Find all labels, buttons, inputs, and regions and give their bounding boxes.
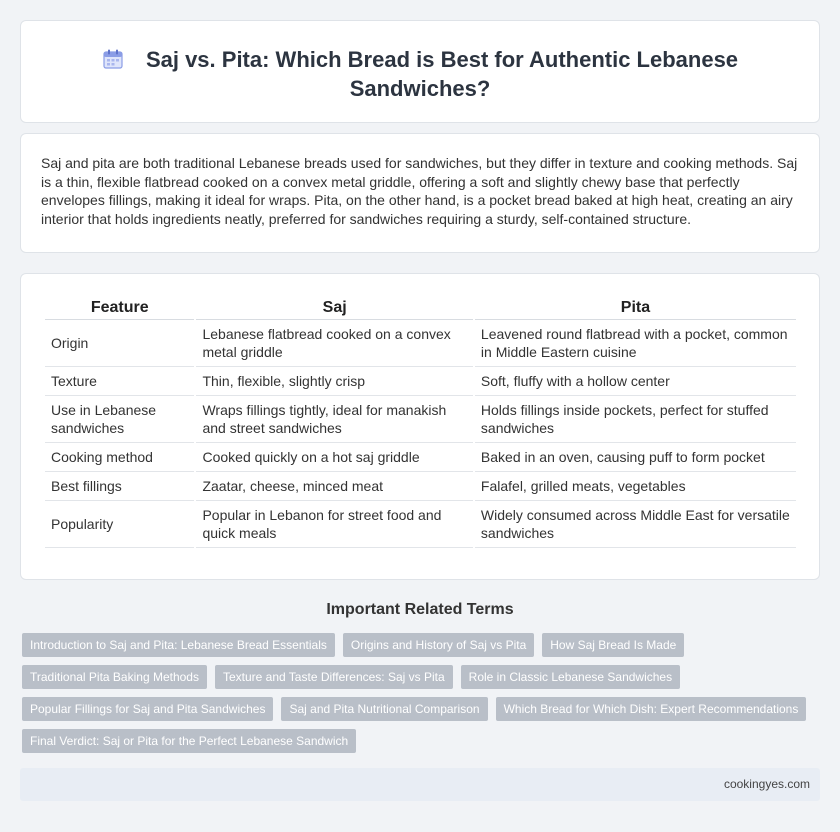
related-term-tag[interactable]: Role in Classic Lebanese Sandwiches: [461, 665, 680, 689]
row-feature: Texture: [45, 367, 194, 396]
header-pita: Pita: [475, 296, 796, 320]
row-feature: Popularity: [45, 501, 194, 548]
page-title: [21, 45, 819, 103]
related-term-tag[interactable]: How Saj Bread Is Made: [542, 633, 684, 657]
related-term-tag[interactable]: Texture and Taste Differences: Saj vs Pita: [215, 665, 453, 689]
row-saj: Thin, flexible, slightly crisp: [196, 367, 472, 396]
related-term-tag[interactable]: Origins and History of Saj vs Pita: [343, 633, 534, 657]
row-pita: Falafel, grilled meats, vegetables: [475, 472, 796, 501]
row-pita: Baked in an oven, causing puff to form pocket: [475, 443, 796, 472]
intro-card: [20, 133, 820, 253]
header-feature: Feature: [45, 296, 194, 320]
footer-site-link[interactable]: cookingyes.com: [723, 777, 810, 791]
tag-row: [22, 697, 812, 721]
related-term-tag[interactable]: Final Verdict: Saj or Pita for the Perfect Lebanese Sandwich: [22, 729, 356, 753]
row-pita: Holds fillings inside pockets, perfect for stuffed sandwiches: [475, 396, 796, 443]
row-feature: Use in Lebanese sandwiches: [45, 396, 194, 443]
comparison-table-card: [20, 273, 820, 580]
page-title-text: Saj vs. Pita: Which Bread is Best for Authentic Lebanese Sandwiches?: [145, 47, 739, 101]
related-terms-tags: [22, 633, 812, 761]
table-header-row: [45, 296, 796, 320]
related-term-tag[interactable]: Saj and Pita Nutritional Comparison: [281, 697, 487, 721]
intro-paragraph: Saj and pita are both traditional Lebanese breads used for sandwiches, but they differ in texture and cooking methods. Saj is a thin, flexible flatbread cooked on a convex metal griddle, offering a soft and slightly chewy base that perfectly envelopes fillings, making it ideal for wraps. Pita, on the other hand, is a pocket bread baked at high heat, creating an airy interior that holds ingredients neatly, preferred for sandwiches requiring a sturdy, self-contained structure.: [41, 155, 798, 227]
row-pita: Leavened round flatbread with a pocket, common in Middle Eastern cuisine: [475, 320, 796, 367]
related-term-tag[interactable]: Introduction to Saj and Pita: Lebanese Bread Essentials: [22, 633, 335, 657]
row-pita: Soft, fluffy with a hollow center: [475, 367, 796, 396]
footer: [20, 768, 820, 801]
row-feature: Best fillings: [45, 472, 194, 501]
row-saj: Cooked quickly on a hot saj griddle: [196, 443, 472, 472]
table-row: [45, 367, 796, 396]
table-row: [45, 501, 796, 548]
calendar-icon: [102, 48, 124, 70]
title-card: [20, 20, 820, 123]
related-terms-heading: Important Related Terms: [326, 601, 514, 618]
row-saj: Wraps fillings tightly, ideal for manakish and street sandwiches: [196, 396, 472, 443]
tag-row: [22, 729, 812, 753]
related-term-tag[interactable]: Which Bread for Which Dish: Expert Recommendations: [496, 697, 807, 721]
table-row: [45, 443, 796, 472]
related-term-tag[interactable]: Popular Fillings for Saj and Pita Sandwiches: [22, 697, 273, 721]
row-pita: Widely consumed across Middle East for versatile sandwiches: [475, 501, 796, 548]
table-row: [45, 396, 796, 443]
row-feature: Origin: [45, 320, 194, 367]
row-saj: Zaatar, cheese, minced meat: [196, 472, 472, 501]
tag-row: [22, 665, 812, 689]
row-saj: Popular in Lebanon for street food and quick meals: [196, 501, 472, 548]
header-saj: Saj: [196, 296, 472, 320]
row-saj: Lebanese flatbread cooked on a convex metal griddle: [196, 320, 472, 367]
related-term-tag[interactable]: Traditional Pita Baking Methods: [22, 665, 207, 689]
row-feature: Cooking method: [45, 443, 194, 472]
tag-row: [22, 633, 812, 657]
table-row: [45, 320, 796, 367]
comparison-table: [43, 296, 798, 548]
table-row: [45, 472, 796, 501]
